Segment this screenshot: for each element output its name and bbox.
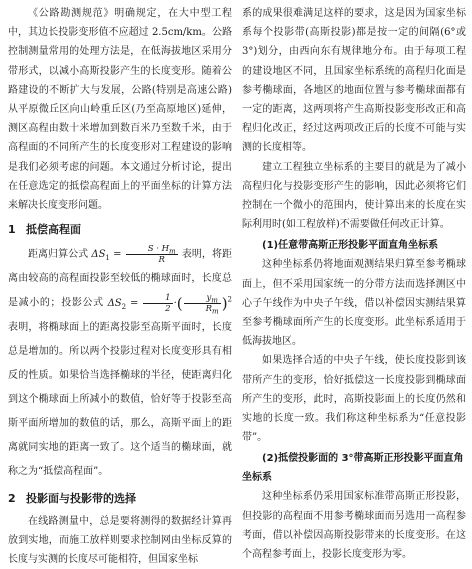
- section-1-title: 抵偿高程面: [26, 223, 81, 237]
- formula-2-half: $\frac{1}{2}$: [143, 293, 172, 314]
- formula-1-fraction: $\frac{S \cdot H_m}{R}$: [126, 244, 178, 265]
- arbitrary-zone-paragraph: 如果选择合适的中央子午线，使长度投影到该带所产生的变形，恰好抵偿这一长度投影到椭球面所产生的变形，此时，高斯投影面上的长度仍然和实地的长度一致。我们称这种坐标系为“任意投影带”。: [242, 355, 466, 444]
- subsection-2-heading: (2)抵偿投影面的 3°带高斯正形投影平面直角坐标系: [242, 453, 464, 484]
- formula-projection: $\Delta S_2$ = $\frac{1}{2}$ ·( $\frac{y_m}{R_m}$ )$^2$: [107, 292, 233, 316]
- intro-paragraph: 《公路勘测规范》明确规定，在大中型工程中，其边长投影变形值不应超过 2.5cm/km。公路控制测量常用的处理方法是，在低海拔地区采用分带形式，以减小高斯投影产生的长度变形。随着公路建设的不断扩大与发展，公路(特别是高速公路)从平原微丘区向山岭重丘区(乃至高原地区)延伸，测区高程由数十米增加到数百米乃至数千米，由于高程面的不同所产生的长度变形对工程建设的影响是我们必须考虑的问题。本文通过分析讨论，提出在任意选定的抵偿高程面上的平面坐标的计算方法来解决长度变形问题。: [8, 8, 232, 212]
- independent-coordinate-paragraph: 建立工程独立坐标系的主要目的就是为了减小高程归化与投影变形产生的影响，因此必须将它们控制在一个微小的范围内，使计算出来的长度在实际利用时(如工程放样)不需要做任何改正计算。: [242, 161, 466, 231]
- section-2-title: 投影面与投影带的选择: [26, 491, 136, 505]
- formula-1-lead-text: 距离归算公式: [28, 249, 89, 261]
- section-1-paragraph: [8, 243, 232, 484]
- subsection-2-paragraph: 这种坐标系仍采用国家标准带高斯正形投影，但投影的高程面不用参考椭球面而另选用一高程参考面，借以补偿因高斯投影带来的长度变形。在这个高程参考面上，投影长度变形为零。: [242, 491, 466, 561]
- right-column: [242, 4, 466, 564]
- subsection-1-paragraph: 这种坐标系仍将地面观测结果归算至参考椭球面上，但不采用国家统一的分带方法而选择测区中心子午线作为中央子午线，借以补偿因实测结果算至参考椭球面所产生的长度变形。此坐标系适用于低海拔地区。: [242, 259, 466, 348]
- subsection-1-heading: (1)任意带高斯正形投影平面直角坐标系: [262, 240, 439, 252]
- section-1-heading: [8, 221, 232, 239]
- section-2-paragraph: 在线路测量中，总是要将测得的数据经计算再放到实地，而施工放样则要求控制网由坐标反算的长度与实测的长度尽可能相符，但国家坐标: [8, 515, 232, 566]
- formula-distance-reduction: $\Delta S_1$ = $\frac{S \cdot H_m}{R}$: [91, 244, 176, 266]
- section-2-heading: [8, 490, 232, 508]
- left-column: [8, 4, 232, 569]
- formula-1-tail-text: 表明，将距离由较高的高程面投影至较低的椭球面时，长度总是减小的；投影公式: [8, 249, 232, 309]
- section-2-paragraph-continued: 系的成果很难满足这样的要求，这是因为国家坐标系每个投影带(高斯投影)都是按一定的间隔(6°或3°)划分，由西向东有规律地分布。由于每项工程的建设地区不同，且国家坐标系统的高程归化面是参考椭球面，各地区的地面位置与参考椭球面都有一定的距离，这两项将产生高斯投影变形改正和高程归化改正，经过这两项改正后的长度不可能与实测的长度相等。: [242, 8, 466, 154]
- formula-2-ratio: $\frac{y_m}{R_m}$: [184, 293, 221, 314]
- section-2-number: 2: [8, 491, 16, 505]
- formula-2-tail-text: 表明，将椭球面上的距离投影至高斯平面时，长度总是增加的。所以两个投影过程对长度变形具有相反的性质。如果恰当选择椭球的半径，使距离归化到这个椭球面上所减小的数值，恰好等于投影至高斯平面所增加的数值的话，那么，高斯平面上的距离就同实地的距离一致了。这个适当的椭球面，就称之为“抵偿高程面”。: [8, 321, 232, 477]
- section-1-number: 1: [8, 223, 16, 237]
